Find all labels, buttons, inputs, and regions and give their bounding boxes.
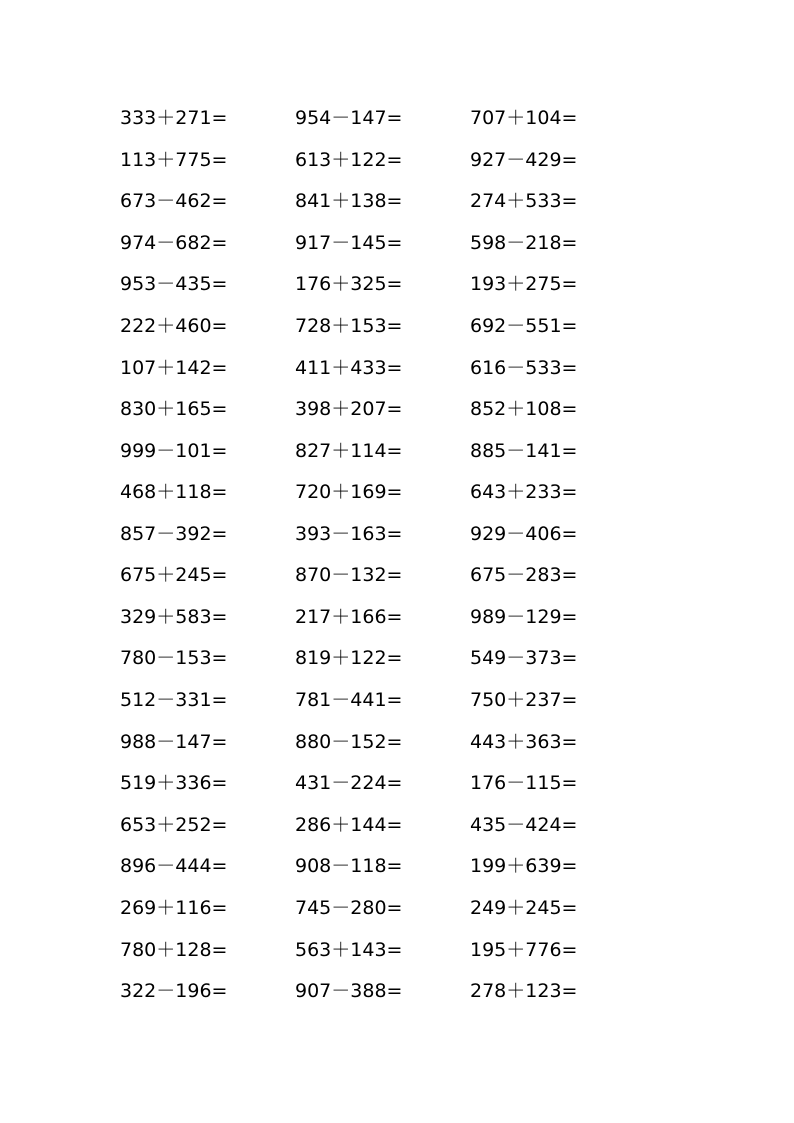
math-problem: 563＋143=	[295, 939, 403, 961]
math-problem: 896－444=	[120, 855, 228, 877]
math-problem: 750＋237=	[470, 689, 578, 711]
math-problem: 598－218=	[470, 232, 578, 254]
math-problem: 927－429=	[470, 149, 578, 171]
math-problem: 549－373=	[470, 647, 578, 669]
math-problem: 720＋169=	[295, 481, 403, 503]
problem-row	[0, 105, 794, 131]
problem-row	[0, 937, 794, 963]
math-problem: 512－331=	[120, 689, 228, 711]
math-problem: 393－163=	[295, 523, 403, 545]
math-problem: 333＋271=	[120, 107, 228, 129]
math-problem: 443＋363=	[470, 731, 578, 753]
math-problem: 176＋325=	[295, 273, 403, 295]
problem-row	[0, 645, 794, 671]
math-problem: 431－224=	[295, 772, 403, 794]
math-problem: 953－435=	[120, 273, 228, 295]
math-problem: 692－551=	[470, 315, 578, 337]
problem-row	[0, 521, 794, 547]
problem-row	[0, 562, 794, 588]
math-problem: 643＋233=	[470, 481, 578, 503]
math-problem: 870－132=	[295, 564, 403, 586]
math-problem: 653＋252=	[120, 814, 228, 836]
math-problem: 907－388=	[295, 980, 403, 1002]
math-problem: 435－424=	[470, 814, 578, 836]
math-problem: 269＋116=	[120, 897, 228, 919]
math-problem: 329＋583=	[120, 606, 228, 628]
problem-row	[0, 479, 794, 505]
problem-row	[0, 729, 794, 755]
problem-row	[0, 978, 794, 1004]
math-problem: 673－462=	[120, 190, 228, 212]
math-problem: 222＋460=	[120, 315, 228, 337]
math-problem: 675－283=	[470, 564, 578, 586]
math-problem: 249＋245=	[470, 897, 578, 919]
math-problem: 830＋165=	[120, 398, 228, 420]
math-problem: 999－101=	[120, 440, 228, 462]
math-problem: 398＋207=	[295, 398, 403, 420]
math-problem: 193＋275=	[470, 273, 578, 295]
math-problem: 857－392=	[120, 523, 228, 545]
problem-row	[0, 396, 794, 422]
problem-row	[0, 687, 794, 713]
math-problem: 616－533=	[470, 357, 578, 379]
math-problem: 274＋533=	[470, 190, 578, 212]
math-problem: 781－441=	[295, 689, 403, 711]
math-problem: 217＋166=	[295, 606, 403, 628]
math-problem: 113＋775=	[120, 149, 228, 171]
problem-row	[0, 147, 794, 173]
problem-row	[0, 271, 794, 297]
problem-row	[0, 188, 794, 214]
problem-row	[0, 895, 794, 921]
math-problem: 852＋108=	[470, 398, 578, 420]
problem-row	[0, 230, 794, 256]
math-problem: 176－115=	[470, 772, 578, 794]
math-problem: 780＋128=	[120, 939, 228, 961]
math-problem: 195＋776=	[470, 939, 578, 961]
math-problem: 819＋122=	[295, 647, 403, 669]
math-problem: 917－145=	[295, 232, 403, 254]
problem-row	[0, 812, 794, 838]
math-problem: 827＋114=	[295, 440, 403, 462]
problem-row	[0, 313, 794, 339]
math-problem: 989－129=	[470, 606, 578, 628]
math-problem: 107＋142=	[120, 357, 228, 379]
problem-row	[0, 770, 794, 796]
math-problem: 286＋144=	[295, 814, 403, 836]
math-problem: 908－118=	[295, 855, 403, 877]
problem-row	[0, 853, 794, 879]
math-problem: 411＋433=	[295, 357, 403, 379]
math-problem: 278＋123=	[470, 980, 578, 1002]
problem-row	[0, 604, 794, 630]
math-problem: 519＋336=	[120, 772, 228, 794]
math-problem: 199＋639=	[470, 855, 578, 877]
math-problem: 880－152=	[295, 731, 403, 753]
math-problem: 468＋118=	[120, 481, 228, 503]
math-problem: 780－153=	[120, 647, 228, 669]
math-problem: 954－147=	[295, 107, 403, 129]
math-problem: 322－196=	[120, 980, 228, 1002]
math-problem: 728＋153=	[295, 315, 403, 337]
math-problem: 974－682=	[120, 232, 228, 254]
math-problem: 745－280=	[295, 897, 403, 919]
math-problem: 841＋138=	[295, 190, 403, 212]
math-problem: 929－406=	[470, 523, 578, 545]
math-problem: 613＋122=	[295, 149, 403, 171]
problem-row	[0, 438, 794, 464]
math-problem: 707＋104=	[470, 107, 578, 129]
math-problem: 675＋245=	[120, 564, 228, 586]
problem-row	[0, 355, 794, 381]
math-problem: 988－147=	[120, 731, 228, 753]
math-problem: 885－141=	[470, 440, 578, 462]
